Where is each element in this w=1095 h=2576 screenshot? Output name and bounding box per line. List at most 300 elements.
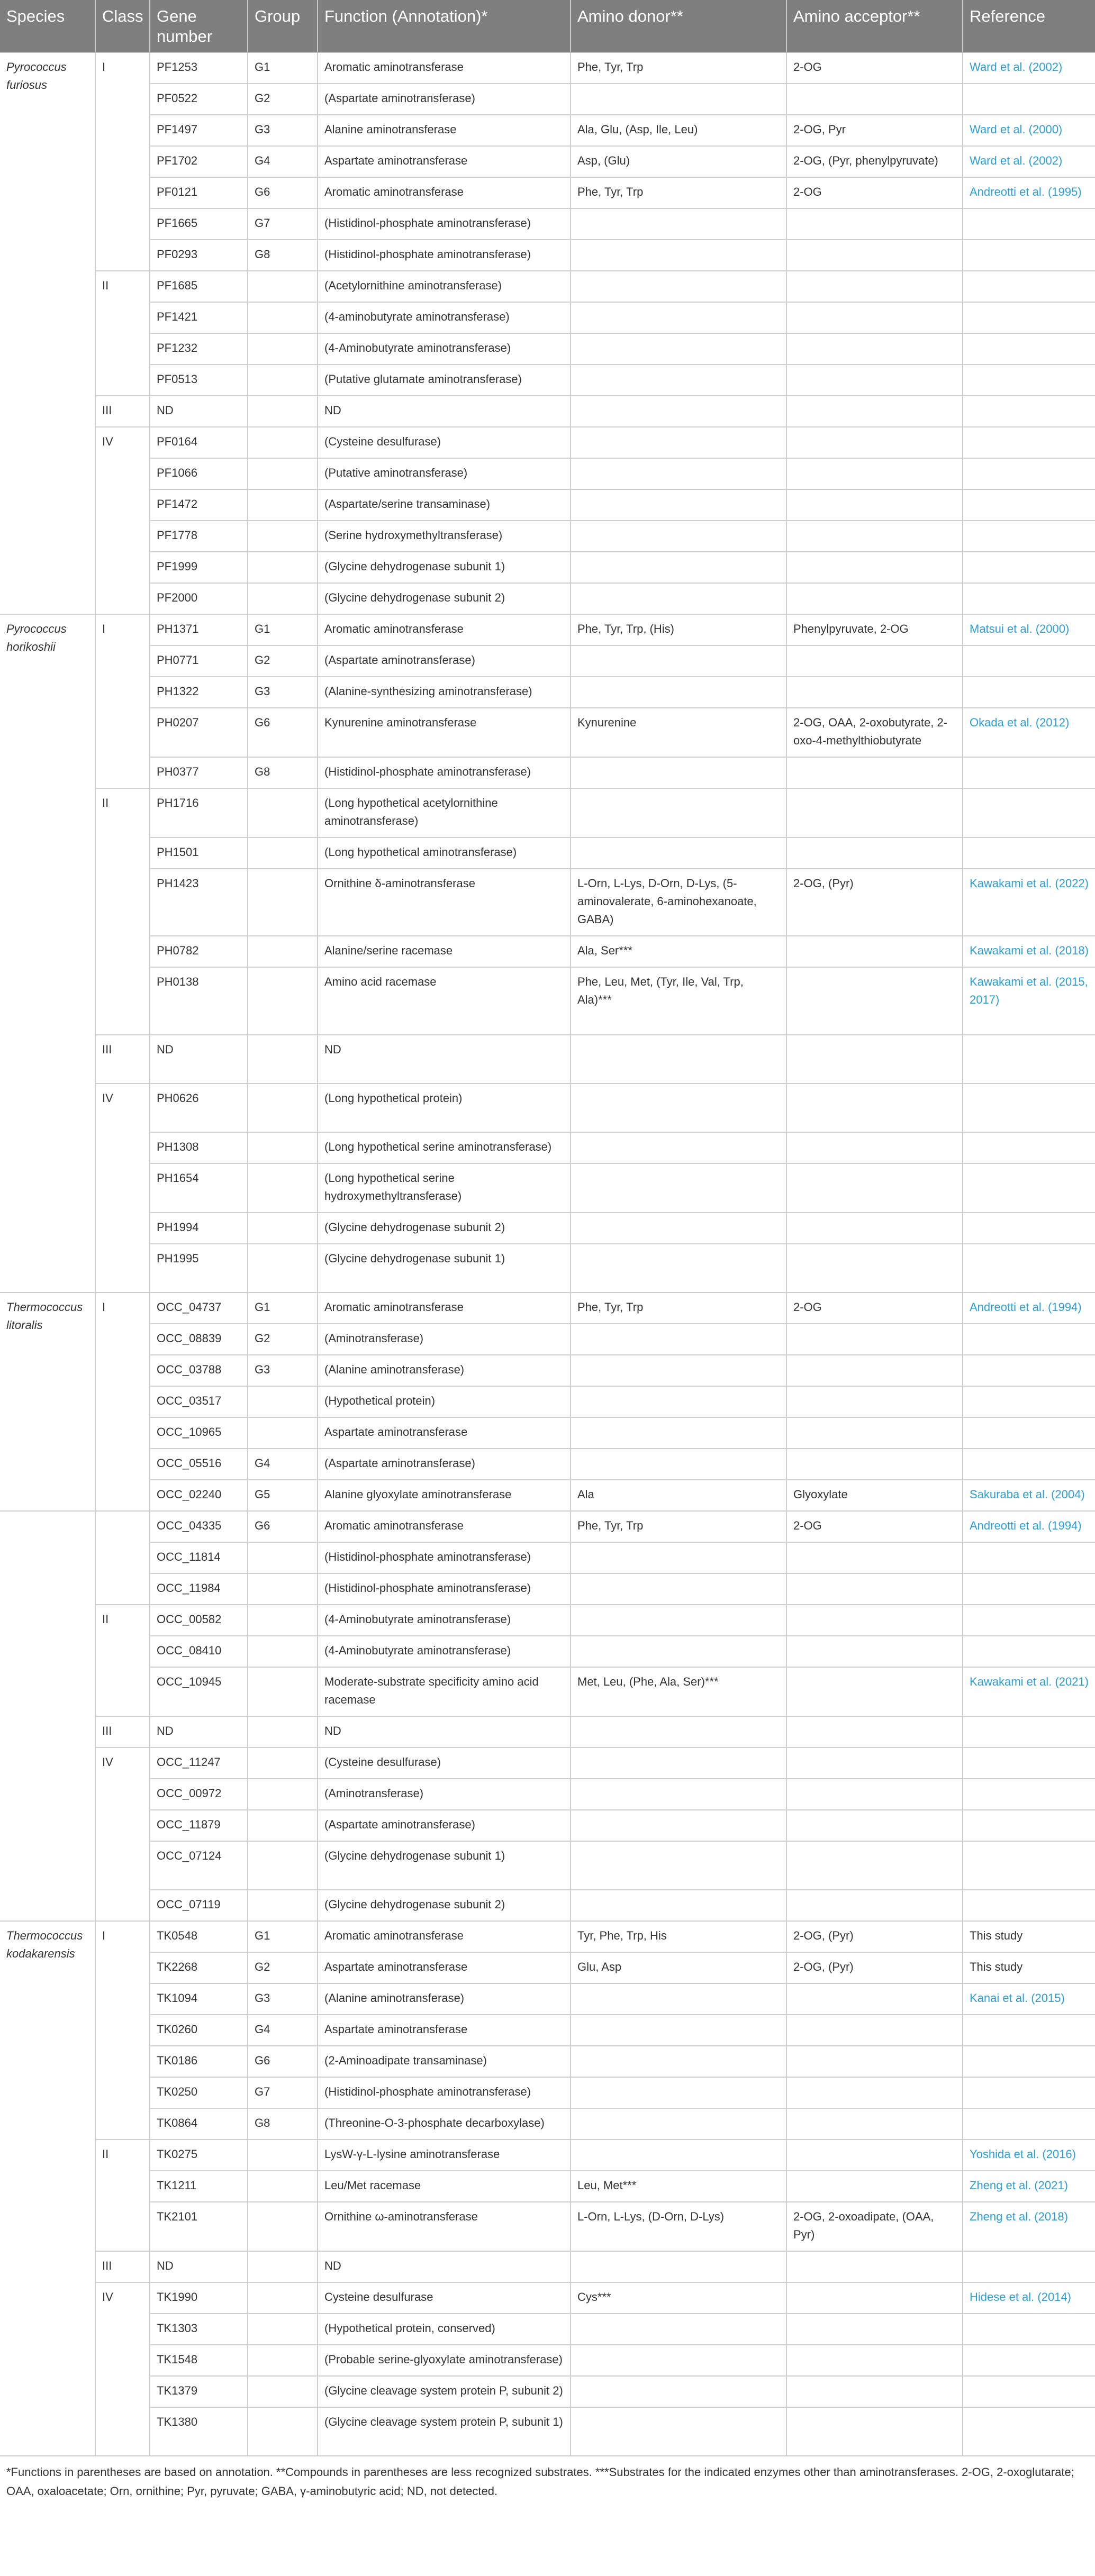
cell-function: (Hypothetical protein) [318,1386,571,1417]
cell-group [248,583,318,614]
cell-group [248,1573,318,1605]
cell-amino-donor [571,1890,786,1921]
cell-amino-donor [571,583,786,614]
cell-class: IV [95,1747,150,1921]
cell-reference: This study [963,1952,1095,1983]
cell-amino-donor [571,2046,786,2077]
cell-amino-donor [571,2376,786,2407]
cell-species: Thermococcus kodakarensis [0,1921,95,2456]
cell-function: Aromatic aminotransferase [318,177,571,208]
cell-function: (4-Aminobutyrate aminotransferase) [318,333,571,365]
cell-amino-donor [571,427,786,458]
cell-reference [963,645,1095,677]
header-gene-number: Gene number [150,0,248,52]
cell-gene-number: OCC_11984 [150,1573,248,1605]
cell-gene-number: PF1497 [150,115,248,146]
cell-function: Aspartate aminotransferase [318,1952,571,1983]
cell-reference [963,2108,1095,2140]
cell-reference [963,2345,1095,2376]
cell-amino-donor [571,1163,786,1213]
cell-function: Cysteine desulfurase [318,2282,571,2314]
cell-reference: Kawakami et al. (2022) [963,869,1095,936]
table-row [0,1449,1095,1480]
cell-amino-donor [571,1636,786,1667]
cell-amino-acceptor [786,583,963,614]
cell-amino-acceptor: 2-OG, (Pyr, phenylpyruvate) [786,146,963,177]
cell-function: (Glycine dehydrogenase subunit 1) [318,552,571,583]
cell-amino-acceptor: Phenylpyruvate, 2-OG [786,614,963,645]
cell-group: G1 [248,52,318,84]
cell-class: IV [95,1084,150,1292]
cell-amino-acceptor [786,2251,963,2282]
table-row [0,869,1095,936]
cell-gene-number: PF1702 [150,146,248,177]
cell-amino-acceptor: 2-OG [786,1292,963,1324]
cell-gene-number: ND [150,1716,248,1747]
cell-gene-number: OCC_00582 [150,1605,248,1636]
cell-amino-acceptor [786,967,963,1035]
table-row [0,838,1095,869]
cell-reference [963,1084,1095,1132]
table-row [0,271,1095,302]
table-row [0,1035,1095,1084]
cell-species: Pyrococcus furiosus [0,52,95,614]
table-row [0,614,1095,645]
cell-reference: Sakuraba et al. (2004) [963,1480,1095,1511]
table-row [0,2015,1095,2046]
cell-reference [963,1636,1095,1667]
table-row [0,115,1095,146]
table-row [0,1667,1095,1716]
cell-reference [963,2407,1095,2456]
table-body [0,52,1095,2456]
cell-amino-acceptor [786,1449,963,1480]
cell-group: G6 [248,2046,318,2077]
cell-amino-donor [571,677,786,708]
cell-reference [963,788,1095,838]
cell-amino-donor: Phe, Tyr, Trp [571,1511,786,1542]
cell-amino-acceptor [786,302,963,333]
cell-amino-donor: Cys*** [571,2282,786,2314]
cell-amino-donor [571,489,786,521]
cell-reference: Matsui et al. (2000) [963,614,1095,645]
table-row [0,177,1095,208]
cell-group [248,1605,318,1636]
cell-group [248,1779,318,1810]
cell-gene-number: TK0260 [150,2015,248,2046]
table-row [0,788,1095,838]
cell-amino-donor [571,1386,786,1417]
cell-amino-acceptor [786,645,963,677]
cell-class: II [95,1605,150,1716]
table-row [0,1841,1095,1890]
cell-function: (4-aminobutyrate aminotransferase) [318,302,571,333]
cell-amino-donor: Phe, Tyr, Trp [571,1292,786,1324]
cell-species [0,1511,95,1921]
cell-reference [963,458,1095,489]
cell-group: G2 [248,84,318,115]
cell-amino-donor [571,458,786,489]
cell-function: Aromatic aminotransferase [318,614,571,645]
cell-reference [963,84,1095,115]
cell-amino-donor [571,1449,786,1480]
table-row [0,2077,1095,2108]
table-row [0,1952,1095,1983]
table-row [0,2046,1095,2077]
cell-function: Alanine glyoxylate aminotransferase [318,1480,571,1511]
cell-reference [963,1810,1095,1841]
cell-group [248,1890,318,1921]
cell-reference [963,302,1095,333]
cell-reference [963,1573,1095,1605]
table-row [0,1511,1095,1542]
cell-function: (Alanine-synthesizing aminotransferase) [318,677,571,708]
table-row [0,1747,1095,1779]
cell-amino-donor: Met, Leu, (Phe, Ala, Ser)*** [571,1667,786,1716]
table-row [0,1573,1095,1605]
cell-amino-donor [571,240,786,271]
cell-gene-number: TK1548 [150,2345,248,2376]
cell-function: (Aminotransferase) [318,1779,571,1810]
cell-group [248,489,318,521]
cell-amino-donor [571,1841,786,1890]
cell-amino-acceptor [786,208,963,240]
cell-group [248,521,318,552]
cell-group: G4 [248,1449,318,1480]
cell-amino-donor [571,645,786,677]
cell-gene-number: PH0771 [150,645,248,677]
cell-group: G1 [248,1292,318,1324]
table-row [0,2376,1095,2407]
cell-class: II [95,271,150,396]
table-row [0,52,1095,84]
table-row [0,1324,1095,1355]
cell-gene-number: PH0782 [150,936,248,967]
cell-amino-acceptor [786,333,963,365]
cell-function: (Long hypothetical protein) [318,1084,571,1132]
cell-amino-donor [571,1244,786,1292]
cell-amino-acceptor [786,2314,963,2345]
cell-amino-acceptor [786,2108,963,2140]
cell-gene-number: PF1066 [150,458,248,489]
cell-amino-acceptor [786,1386,963,1417]
cell-reference [963,1324,1095,1355]
header-amino-acceptor: Amino acceptor** [786,0,963,52]
cell-function: (Aspartate aminotransferase) [318,84,571,115]
cell-reference: Andreotti et al. (1995) [963,177,1095,208]
cell-gene-number: PF0164 [150,427,248,458]
table-row [0,396,1095,427]
cell-reference [963,1605,1095,1636]
header-row [0,0,1095,52]
cell-function: (Aspartate/serine transaminase) [318,489,571,521]
cell-group: G3 [248,1355,318,1386]
cell-class: III [95,396,150,427]
cell-function: Moderate-substrate specificity amino acid racemase [318,1667,571,1716]
cell-reference: Okada et al. (2012) [963,708,1095,757]
cell-amino-donor [571,1983,786,2015]
cell-class: III [95,1035,150,1084]
cell-group [248,2407,318,2456]
cell-group [248,396,318,427]
cell-function: (Glycine dehydrogenase subunit 1) [318,1841,571,1890]
table-row [0,2282,1095,2314]
cell-amino-donor [571,1573,786,1605]
cell-class: I [95,614,150,788]
cell-reference [963,1244,1095,1292]
cell-reference [963,757,1095,788]
cell-function: Alanine aminotransferase [318,115,571,146]
cell-reference [963,677,1095,708]
cell-amino-acceptor [786,489,963,521]
cell-group [248,1542,318,1573]
cell-amino-donor [571,396,786,427]
header-group: Group [248,0,318,52]
header-class: Class [95,0,150,52]
cell-amino-donor: Phe, Tyr, Trp, (His) [571,614,786,645]
cell-group [248,427,318,458]
cell-amino-acceptor [786,1132,963,1163]
cell-reference [963,2376,1095,2407]
cell-function: (Glycine dehydrogenase subunit 2) [318,1213,571,1244]
cell-class: I [95,1292,150,1511]
cell-gene-number: ND [150,396,248,427]
cell-group [248,1132,318,1163]
table-row [0,2171,1095,2202]
cell-amino-donor [571,2345,786,2376]
cell-gene-number: OCC_08839 [150,1324,248,1355]
cell-function: (Aspartate aminotransferase) [318,645,571,677]
cell-amino-donor: Glu, Asp [571,1952,786,1983]
cell-reference [963,838,1095,869]
cell-amino-donor [571,838,786,869]
cell-function: (Long hypothetical aminotransferase) [318,838,571,869]
cell-function: (Long hypothetical serine aminotransferase) [318,1132,571,1163]
table-row [0,2202,1095,2251]
cell-group [248,1716,318,1747]
header-amino-donor: Amino donor** [571,0,786,52]
cell-group [248,2140,318,2171]
cell-amino-donor [571,1213,786,1244]
cell-gene-number: TK2101 [150,2202,248,2251]
cell-amino-acceptor [786,1983,963,2015]
cell-amino-acceptor [786,396,963,427]
table-row [0,1386,1095,1417]
cell-amino-donor: Phe, Leu, Met, (Tyr, Ile, Val, Trp, Ala)*** [571,967,786,1035]
cell-amino-donor [571,2140,786,2171]
cell-gene-number: OCC_04737 [150,1292,248,1324]
cell-amino-acceptor: 2-OG [786,1511,963,1542]
cell-function: Amino acid racemase [318,967,571,1035]
table-row [0,1605,1095,1636]
cell-amino-donor [571,788,786,838]
table-row [0,240,1095,271]
cell-amino-donor [571,2314,786,2345]
cell-reference: Andreotti et al. (1994) [963,1292,1095,1324]
cell-amino-acceptor [786,271,963,302]
cell-group [248,838,318,869]
cell-group: G2 [248,1952,318,1983]
cell-group: G8 [248,757,318,788]
cell-amino-acceptor [786,1417,963,1449]
cell-reference [963,1035,1095,1084]
cell-reference [963,2077,1095,2108]
cell-amino-acceptor [786,1716,963,1747]
table-row [0,583,1095,614]
cell-group [248,1213,318,1244]
cell-reference: Ward et al. (2002) [963,146,1095,177]
cell-amino-acceptor [786,838,963,869]
cell-group: G2 [248,645,318,677]
cell-amino-acceptor [786,1244,963,1292]
table-row [0,2407,1095,2456]
cell-amino-donor [571,2407,786,2456]
cell-amino-donor [571,1542,786,1573]
header-reference: Reference [963,0,1095,52]
cell-reference [963,208,1095,240]
cell-reference: Andreotti et al. (1994) [963,1511,1095,1542]
cell-amino-donor: Kynurenine [571,708,786,757]
table-row [0,1480,1095,1511]
cell-reference [963,489,1095,521]
cell-amino-acceptor: 2-OG [786,177,963,208]
cell-amino-acceptor: 2-OG, (Pyr) [786,1921,963,1952]
cell-amino-acceptor [786,1810,963,1841]
table-row [0,146,1095,177]
table-row [0,1890,1095,1921]
cell-group [248,1667,318,1716]
cell-amino-donor: Ala [571,1480,786,1511]
table-row [0,458,1095,489]
cell-group [248,458,318,489]
cell-class: IV [95,2282,150,2456]
cell-function: Aspartate aminotransferase [318,146,571,177]
cell-function: (Probable serine-glyoxylate aminotransferase) [318,2345,571,2376]
cell-group: G2 [248,1324,318,1355]
cell-function: (Alanine aminotransferase) [318,1355,571,1386]
cell-reference [963,427,1095,458]
cell-reference [963,271,1095,302]
table-row [0,645,1095,677]
cell-amino-donor [571,1747,786,1779]
cell-amino-acceptor [786,2171,963,2202]
cell-group: G7 [248,208,318,240]
cell-function: Ornithine ω-aminotransferase [318,2202,571,2251]
cell-reference [963,2015,1095,2046]
cell-function: LysW-γ-L-lysine aminotransferase [318,2140,571,2171]
cell-amino-donor [571,1605,786,1636]
cell-amino-acceptor [786,1747,963,1779]
cell-gene-number: PF0293 [150,240,248,271]
cell-amino-acceptor [786,1890,963,1921]
cell-amino-donor [571,365,786,396]
cell-amino-donor [571,1035,786,1084]
cell-group [248,1417,318,1449]
table-row [0,936,1095,967]
cell-function: (Histidinol-phosphate aminotransferase) [318,2077,571,2108]
cell-amino-acceptor [786,1841,963,1890]
cell-group [248,1386,318,1417]
cell-amino-donor: Ala, Ser*** [571,936,786,967]
cell-amino-donor [571,1810,786,1841]
cell-function: (Aminotransferase) [318,1324,571,1355]
cell-group: G1 [248,1921,318,1952]
cell-group: G6 [248,177,318,208]
cell-group [248,1035,318,1084]
cell-amino-acceptor [786,365,963,396]
cell-gene-number: TK1211 [150,2171,248,2202]
cell-function: (Putative aminotransferase) [318,458,571,489]
cell-gene-number: TK0250 [150,2077,248,2108]
cell-group [248,2282,318,2314]
table-row [0,489,1095,521]
cell-amino-acceptor: 2-OG, (Pyr) [786,869,963,936]
cell-group [248,2171,318,2202]
cell-reference [963,1213,1095,1244]
cell-gene-number: OCC_10945 [150,1667,248,1716]
cell-gene-number: TK1094 [150,1983,248,2015]
cell-species: Pyrococcus horikoshii [0,614,95,1292]
cell-gene-number: PF1999 [150,552,248,583]
cell-class: II [95,788,150,1035]
cell-gene-number: PF1232 [150,333,248,365]
cell-amino-donor: Phe, Tyr, Trp [571,52,786,84]
cell-function: (2-Aminoadipate transaminase) [318,2046,571,2077]
cell-amino-acceptor [786,458,963,489]
cell-reference: Yoshida et al. (2016) [963,2140,1095,2171]
cell-group [248,2314,318,2345]
cell-reference [963,1355,1095,1386]
table-row [0,2140,1095,2171]
cell-reference: Ward et al. (2000) [963,115,1095,146]
table-row [0,2108,1095,2140]
cell-reference: Ward et al. (2002) [963,52,1095,84]
table-row [0,302,1095,333]
cell-reference [963,1449,1095,1480]
cell-reference [963,552,1095,583]
cell-amino-acceptor [786,2407,963,2456]
cell-amino-donor: Ala, Glu, (Asp, Ile, Leu) [571,115,786,146]
cell-gene-number: PH0626 [150,1084,248,1132]
table-row [0,1921,1095,1952]
cell-group [248,788,318,838]
table-row [0,2251,1095,2282]
cell-amino-donor [571,84,786,115]
cell-function: (Hypothetical protein, conserved) [318,2314,571,2345]
header-function: Function (Annotation)* [318,0,571,52]
cell-gene-number: PH0377 [150,757,248,788]
cell-amino-acceptor [786,1636,963,1667]
cell-gene-number: PH1654 [150,1163,248,1213]
cell-gene-number: OCC_05516 [150,1449,248,1480]
table-row [0,208,1095,240]
cell-group [248,1841,318,1890]
header-species: Species [0,0,95,52]
cell-group: G4 [248,146,318,177]
cell-amino-donor [571,1779,786,1810]
cell-group [248,2376,318,2407]
cell-amino-acceptor: 2-OG, (Pyr) [786,1952,963,1983]
cell-amino-acceptor: 2-OG, OAA, 2-oxobutyrate, 2-oxo-4-methylthiobutyrate [786,708,963,757]
cell-reference [963,1386,1095,1417]
table-footnote: *Functions in parentheses are based on annotation. **Compounds in parentheses are less recognized substrates. ***Substrates for the indicated enzymes other than aminotransferases. 2-OG, 2-oxoglutarate; OAA, oxaloacetate; Orn, ornithine; Pyr, pyruvate; GABA, γ-aminobutyric acid; ND, not detected. [6,2465,1074,2498]
cell-amino-donor [571,271,786,302]
cell-amino-donor [571,208,786,240]
cell-gene-number: OCC_08410 [150,1636,248,1667]
cell-group [248,1636,318,1667]
cell-function: (Threonine-O-3-phosphate decarboxylase) [318,2108,571,2140]
cell-reference: Kanai et al. (2015) [963,1983,1095,2015]
